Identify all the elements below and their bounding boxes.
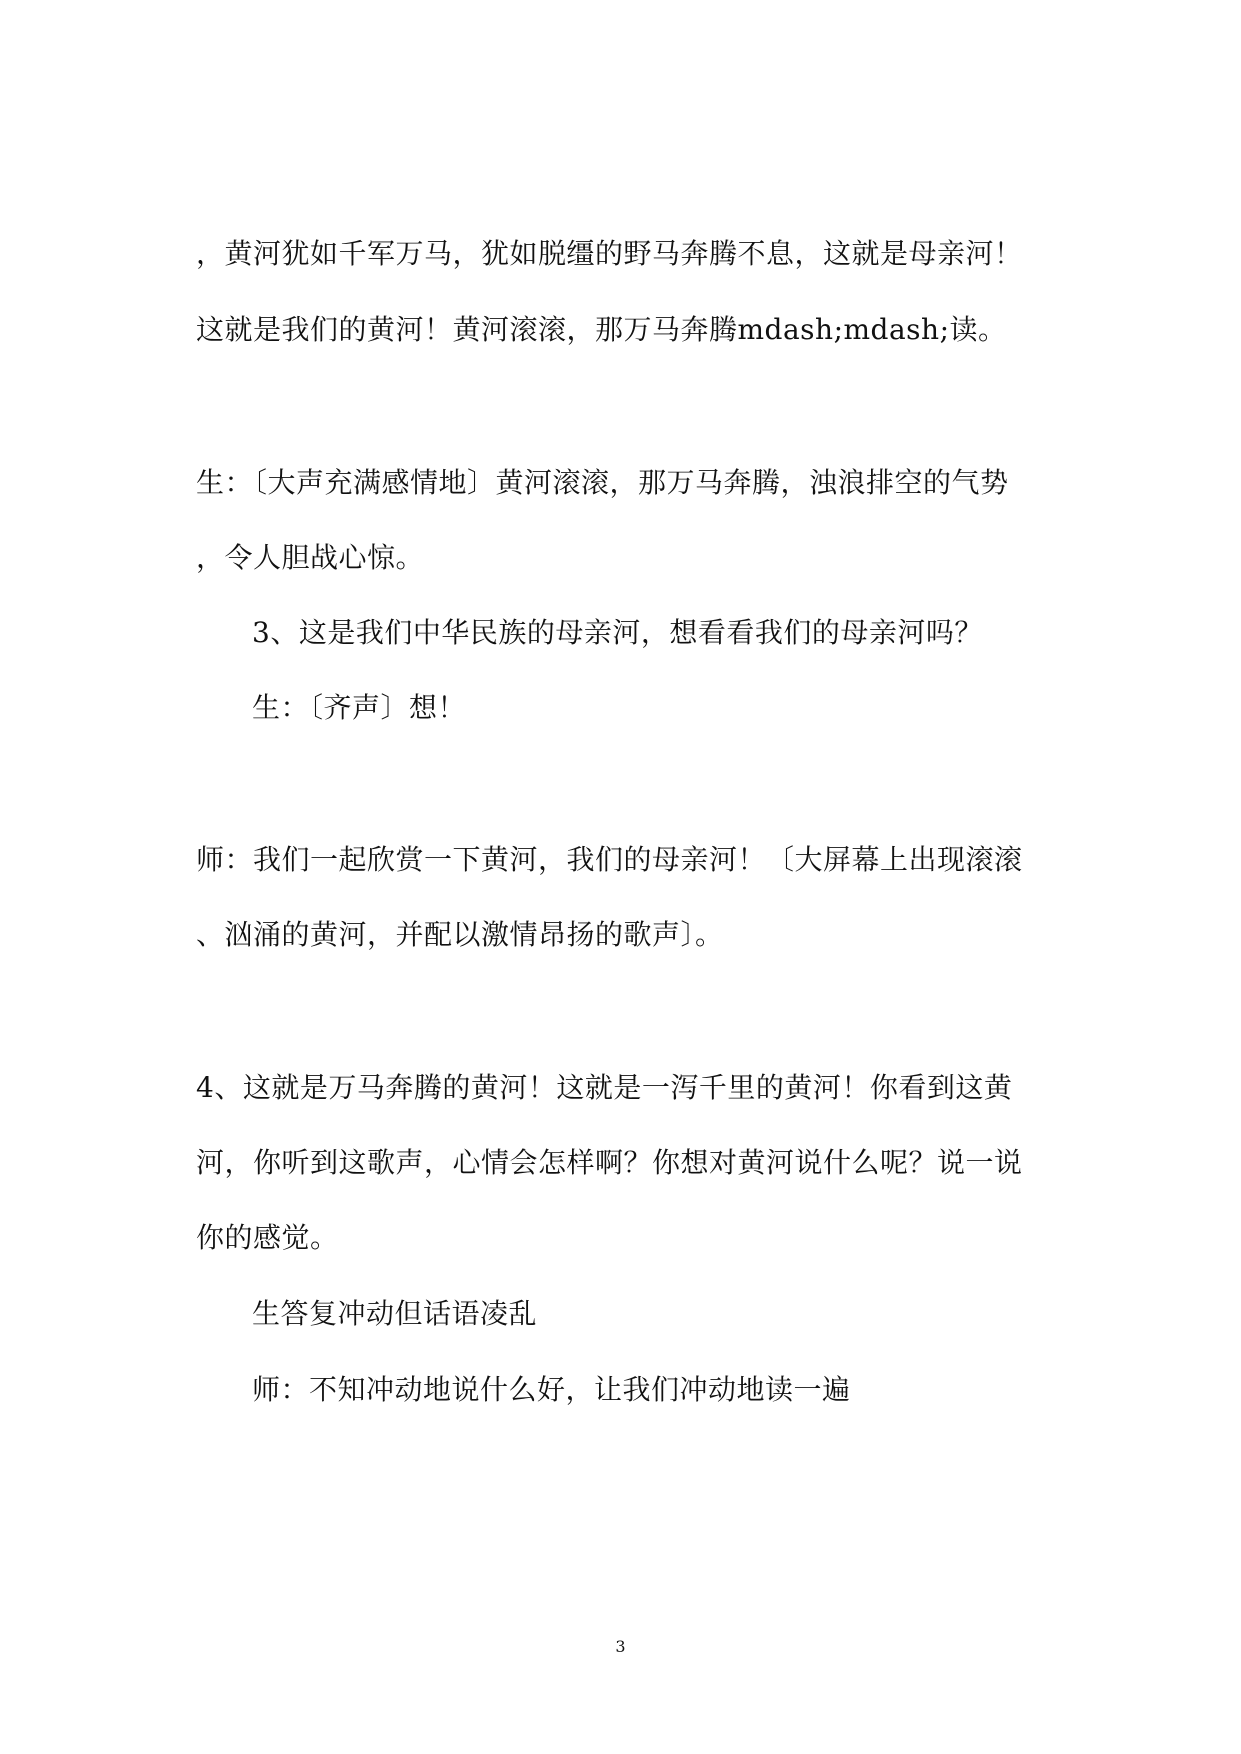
text-line-1: ，黄河犹如千军万马，犹如脱缰的野马奔腾不息，这就是母亲河！ (196, 237, 1023, 270)
text-line-10: 河，你听到这歌声，心情会怎样啊？你想对黄河说什么呢？说一说 (196, 1146, 1023, 1179)
text-line-2: 这就是我们的黄河！黄河滚滚，那万马奔腾mdash;mdash;读。 (196, 313, 1007, 346)
text-line-5: 3、这是我们中华民族的母亲河，想看看我们的母亲河吗？ (252, 616, 983, 649)
text-line-8: 、汹涌的黄河，并配以激情昂扬的歌声〕。 (196, 918, 724, 951)
text-line-6: 生：〔齐声〕想！ (252, 691, 467, 724)
text-line-11: 你的感觉。 (196, 1221, 339, 1254)
text-line-12: 生答复冲动但话语凌乱 (252, 1297, 538, 1330)
text-line-3: 生：〔大声充满感情地〕黄河滚滚，那万马奔腾，浊浪排空的气势 (196, 466, 1009, 499)
text-line-9: 4、这就是万马奔腾的黄河！这就是一泻千里的黄河！你看到这黄 (196, 1071, 1013, 1104)
page-number: 3 (615, 1637, 626, 1656)
text-line-7: 师：我们一起欣赏一下黄河，我们的母亲河！〔大屏幕上出现滚滚 (196, 843, 1023, 876)
text-line-13: 师：不知冲动地说什么好，让我们冲动地读一遍 (252, 1373, 851, 1406)
text-line-4: ，令人胆战心惊。 (196, 541, 425, 574)
